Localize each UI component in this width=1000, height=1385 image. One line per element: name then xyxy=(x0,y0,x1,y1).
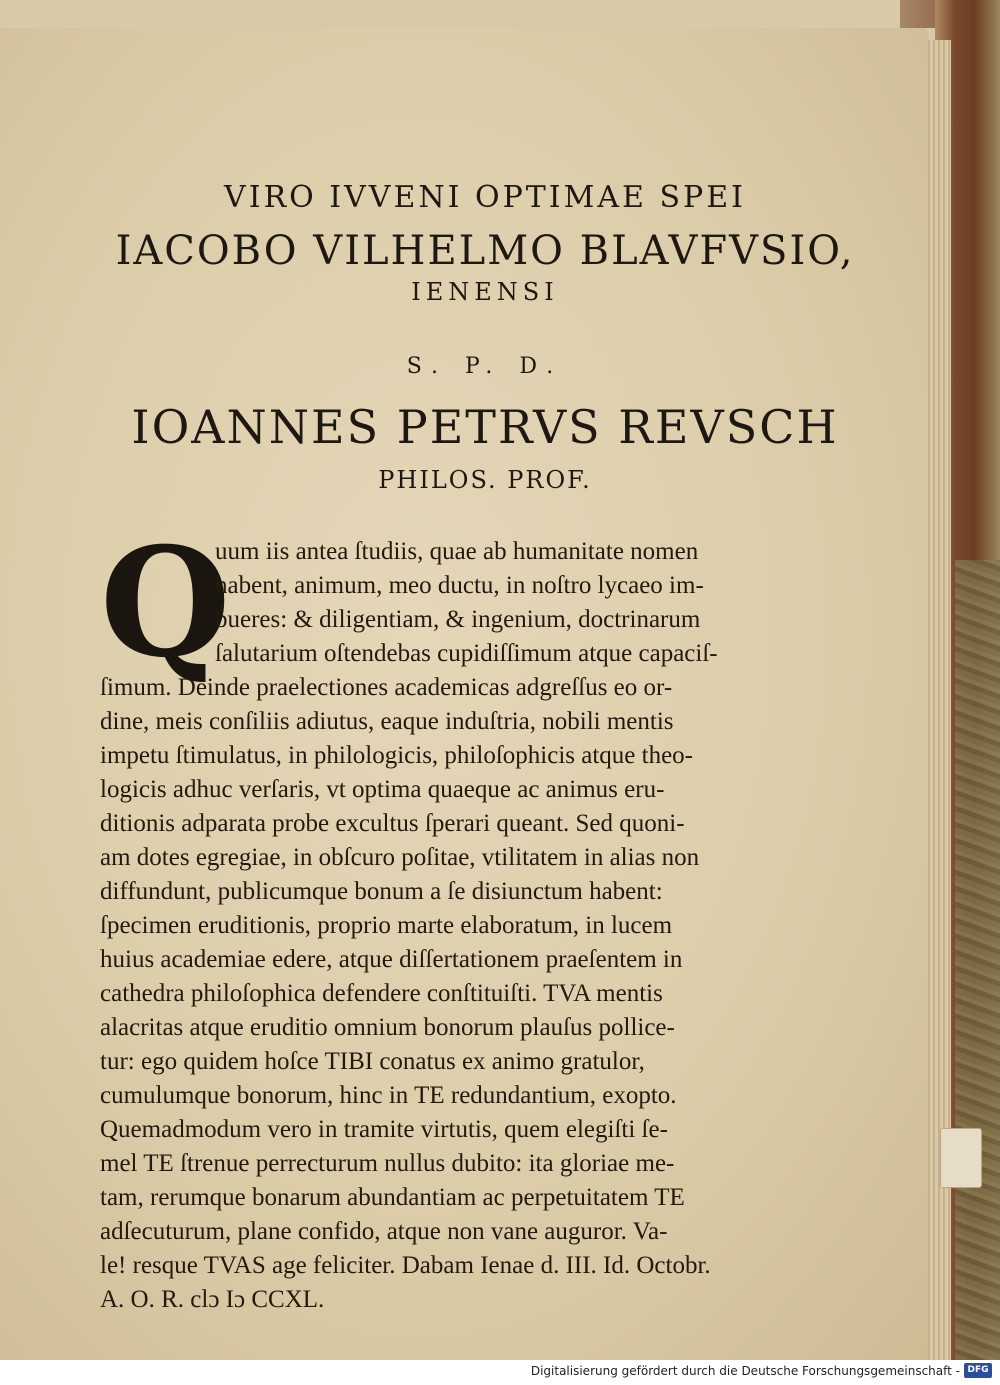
body-line: ſpecimen eruditionis, proprio marte elaboratum, in lucem xyxy=(100,912,673,939)
body-line: tur: ego quidem hoſce TIBI conatus ex animo gratulor, xyxy=(100,1048,645,1075)
body-line: le! resque TVAS age feliciter. Dabam Ienae d. III. Id. Octobr. xyxy=(100,1252,711,1279)
body-line: diffundunt, publicumque bonum a ſe disiunctum habent: xyxy=(100,878,663,905)
body-line: impetu ſtimulatus, in philologicis, philoſophicis atque theo- xyxy=(100,742,693,769)
author-name: IOANNES PETRVS REVSCH xyxy=(131,400,839,454)
body-line: mel TE ſtrenue perrecturum nullus dubito: ita gloriae me- xyxy=(100,1150,675,1177)
body-line: huius academiae edere, atque diſſertationem praeſentem in xyxy=(100,946,683,973)
dedication-line-2: IACOBO VILHELMO BLAVFVSIO, xyxy=(115,228,855,274)
body-line: am dotes egregiae, in obſcuro poſitae, vtilitatem in alias non xyxy=(100,844,700,871)
body-line: ſimum. Deinde praelectiones academicas adgreſſus eo or- xyxy=(100,674,673,701)
dedication-line-1: VIRO IVVENI OPTIMAE SPEI xyxy=(224,180,746,215)
book-spine-marbling xyxy=(955,560,1000,1360)
body-line: habent, animum, meo ductu, in noſtro lycaeo im- xyxy=(215,572,704,599)
body-line: adſecuturum, plane confido, atque non vane auguror. Va- xyxy=(100,1218,668,1245)
salutation: S. P. D. xyxy=(406,354,564,379)
paper-tab xyxy=(940,1128,982,1188)
body-line: dine, meis conſiliis adiutus, eaque induſtria, nobili mentis xyxy=(100,708,674,735)
funding-credit: Digitalisierung gefördert durch die Deutsche Forschungsgemeinschaft - xyxy=(530,1364,960,1378)
dedication-line-3: IENENSI xyxy=(411,278,559,306)
drop-cap: Q xyxy=(100,515,231,691)
body-line: ditionis adparata probe excultus ſperari queant. Sed quoni- xyxy=(100,810,685,837)
body-line: uum iis antea ſtudiis, quae ab humanitate nomen xyxy=(215,538,699,565)
body-line: bueres: & diligentiam, & ingenium, doctrinarum xyxy=(215,606,701,633)
body-line: tam, rerumque bonarum abundantiam ac perpetuitatem TE xyxy=(100,1184,685,1211)
author-title: PHILOS. PROF. xyxy=(378,466,592,494)
body-line: A. O. R. clɔ Iɔ CCXL. xyxy=(100,1286,325,1313)
dfg-logo: DFG xyxy=(964,1363,992,1378)
body-line: cathedra philoſophica defendere conſtituiſti. TVA mentis xyxy=(100,980,663,1007)
body-line: logicis adhuc verſaris, vt optima quaeque ac animus eru- xyxy=(100,776,665,803)
body-line: Quemadmodum vero in tramite virtutis, quem elegiſti ſe- xyxy=(100,1116,668,1143)
body-line: alacritas atque eruditio omnium bonorum plauſus pollice- xyxy=(100,1014,675,1041)
body-line: ſalutarium oſtendebas cupidiſſimum atque capaciſ- xyxy=(215,640,718,667)
body-line: cumulumque bonorum, hinc in TE redundantium, exopto. xyxy=(100,1082,677,1109)
